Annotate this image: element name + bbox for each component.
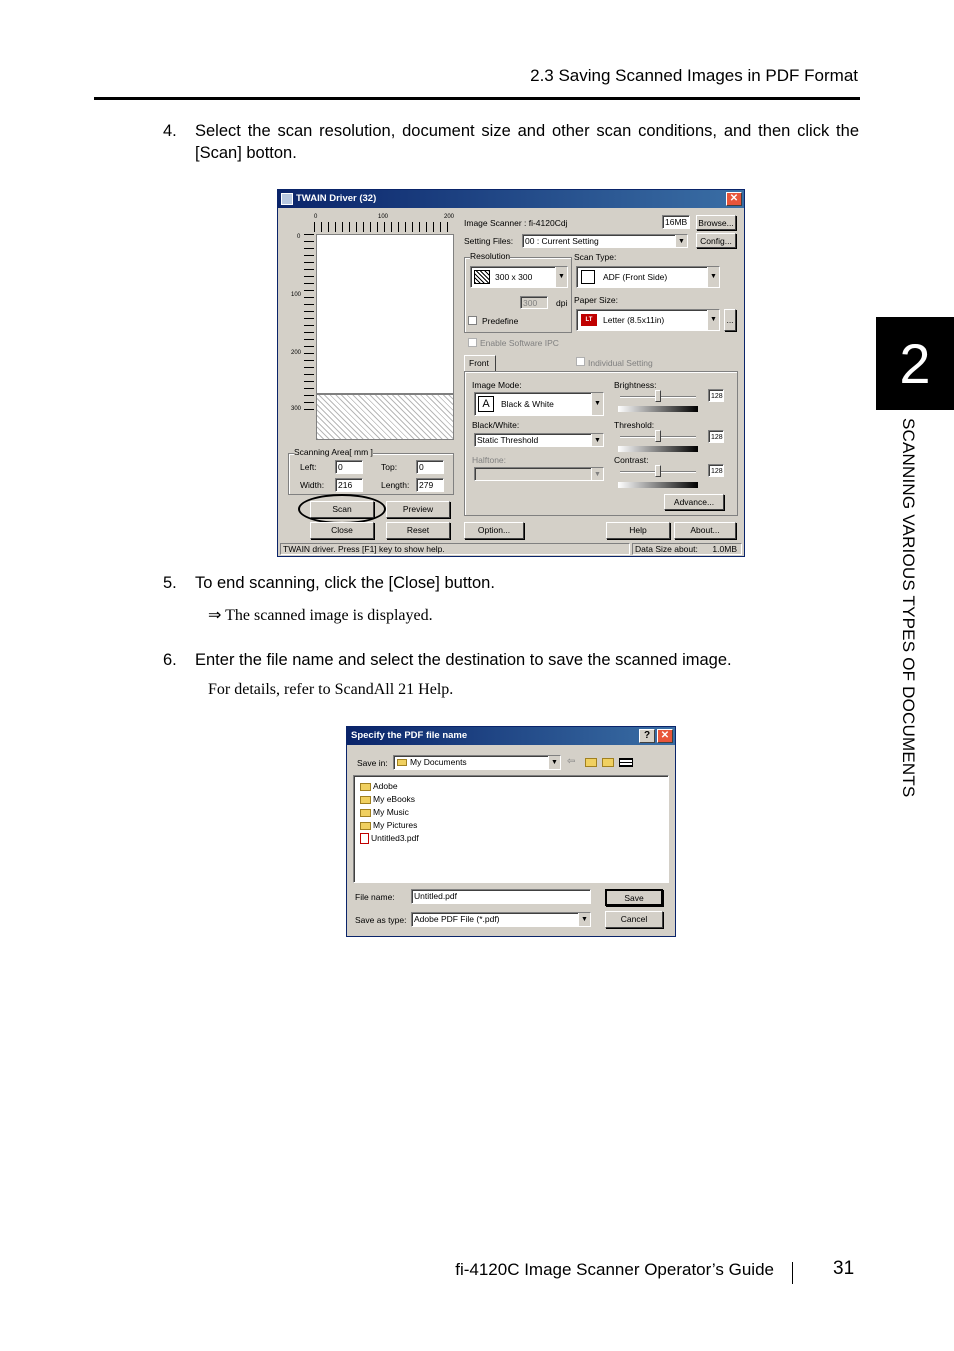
- individual-checkbox[interactable]: [576, 357, 585, 366]
- chevron-down-icon[interactable]: ▼: [578, 913, 590, 926]
- step-text: Enter the file name and select the destination to save the scanned image.: [195, 651, 732, 669]
- chevron-down-icon[interactable]: ▼: [707, 267, 719, 287]
- new-folder-icon[interactable]: [602, 758, 614, 767]
- ruler-top-100: 100: [378, 214, 389, 220]
- ruler-left-300: 300: [291, 406, 302, 412]
- close-button[interactable]: Close: [310, 522, 374, 539]
- save-button[interactable]: Save: [605, 889, 663, 906]
- list-item[interactable]: My eBooks: [360, 793, 415, 805]
- twain-dialog: [277, 189, 745, 557]
- left-field[interactable]: 0: [335, 460, 363, 474]
- resolution-value: 300 x 300: [495, 272, 533, 282]
- halftone-label: Halftone:: [472, 455, 507, 465]
- footer-separator: [792, 1262, 793, 1284]
- browse-button[interactable]: Browse...: [696, 215, 736, 230]
- preview-button[interactable]: Preview: [386, 501, 450, 518]
- width-field[interactable]: 216: [335, 478, 363, 492]
- bw-value: Static Threshold: [477, 435, 539, 445]
- image-mode-select[interactable]: [474, 392, 604, 416]
- save-in-label: Save in:: [357, 758, 388, 768]
- option-button[interactable]: Option...: [464, 522, 524, 539]
- width-label: Width:: [300, 480, 325, 490]
- ruler-top-ticks: [314, 222, 454, 232]
- list-item[interactable]: My Pictures: [360, 819, 417, 831]
- preview-hatched-area: [316, 394, 454, 440]
- folder-icon: [360, 783, 371, 791]
- folder-icon: [360, 796, 371, 804]
- step-number: 5.: [163, 574, 177, 592]
- twain-title: TWAIN Driver (32): [296, 193, 377, 204]
- tab-front[interactable]: [464, 355, 496, 371]
- status-size-label: Data Size about:: [635, 544, 698, 554]
- brightness-label: Brightness:: [614, 380, 657, 390]
- ruler-left-100: 100: [291, 292, 302, 298]
- close-icon[interactable]: ✕: [657, 729, 673, 743]
- reset-button[interactable]: Reset: [386, 522, 450, 539]
- paper-size-more-button[interactable]: ...: [724, 309, 736, 331]
- status-data-size: [632, 543, 742, 555]
- scan-type-select[interactable]: [576, 266, 720, 288]
- scanning-area-label: Scanning Area[ mm ]: [294, 447, 373, 457]
- contrast-label: Contrast:: [614, 455, 649, 465]
- bw-mode-icon: A: [478, 396, 494, 412]
- image-scanner-label: Image Scanner : fi-4120Cdj: [464, 218, 568, 228]
- scanner-icon: [281, 193, 293, 205]
- help-icon[interactable]: ?: [639, 729, 655, 743]
- chevron-down-icon[interactable]: ▼: [591, 393, 603, 415]
- threshold-value[interactable]: 128: [708, 430, 724, 443]
- threshold-gradient: [618, 446, 698, 452]
- folder-icon: [360, 822, 371, 830]
- file-name-label: File name:: [355, 892, 395, 902]
- setting-files-label: Setting Files:: [464, 236, 514, 246]
- enable-ipc-label: Enable Software IPC: [480, 338, 559, 348]
- advance-button[interactable]: Advance...: [664, 494, 724, 510]
- pdf-dialog-title: Specify the PDF file name: [351, 730, 468, 741]
- ruler-top-200: 200: [444, 214, 455, 220]
- predefine-checkbox[interactable]: [468, 316, 477, 325]
- dpi-field[interactable]: 300: [520, 296, 548, 309]
- scan-button[interactable]: Scan: [310, 501, 374, 518]
- up-folder-icon[interactable]: [585, 758, 597, 767]
- top-label: Top:: [381, 462, 398, 472]
- step-5: [163, 572, 863, 594]
- image-mode-label: Image Mode:: [472, 380, 522, 390]
- config-button[interactable]: Config...: [696, 233, 736, 248]
- halftone-select[interactable]: [474, 467, 604, 481]
- chapter-number-tab: 2: [876, 317, 954, 410]
- folder-icon: [360, 809, 371, 817]
- footer-guide-title: fi-4120C Image Scanner Operator’s Guide: [455, 1260, 774, 1279]
- setting-files-value: 00 : Current Setting: [525, 236, 599, 246]
- pdf-file-icon: [360, 833, 369, 844]
- length-label: Length:: [381, 480, 410, 490]
- close-icon[interactable]: ✕: [726, 192, 742, 206]
- letter-icon: LT: [581, 314, 597, 326]
- list-item[interactable]: Adobe: [360, 780, 398, 792]
- contrast-gradient: [618, 482, 698, 488]
- list-item[interactable]: My Music: [360, 806, 409, 818]
- save-as-type-value: Adobe PDF File (*.pdf): [414, 914, 500, 924]
- threshold-slider-thumb[interactable]: [655, 430, 661, 442]
- chevron-down-icon[interactable]: ▼: [675, 235, 687, 247]
- contrast-slider-thumb[interactable]: [655, 465, 661, 477]
- step-6: [163, 649, 863, 671]
- status-size-value: 1.0MB: [712, 544, 737, 554]
- back-arrow-icon[interactable]: ⇦: [567, 756, 576, 767]
- paper-size-label: Paper Size:: [574, 295, 618, 305]
- step-number: 6.: [163, 651, 177, 669]
- chapter-title-vertical: SCANNING VARIOUS TYPES OF DOCUMENTS: [899, 418, 918, 798]
- ruler-left-ticks: [304, 234, 314, 414]
- save-as-type-select[interactable]: [411, 912, 591, 927]
- top-field[interactable]: 0: [416, 460, 444, 474]
- header-rule: [94, 97, 860, 100]
- preview-area[interactable]: [316, 234, 454, 394]
- pdf-dialog-titlebar: [347, 727, 675, 745]
- bw-select[interactable]: [474, 433, 604, 447]
- view-menu-icon[interactable]: [619, 758, 633, 767]
- step-number: 4.: [163, 122, 177, 140]
- brightness-slider-thumb[interactable]: [655, 390, 661, 402]
- memory-display: 16MB: [662, 215, 690, 229]
- left-label: Left:: [300, 462, 317, 472]
- page-number: 31: [833, 1258, 855, 1279]
- help-button[interactable]: Help: [606, 522, 670, 539]
- step-5-note: ⇒ The scanned image is displayed.: [208, 607, 433, 624]
- resolution-icon: [474, 270, 490, 284]
- chevron-down-icon[interactable]: ▼: [591, 434, 603, 446]
- step-4: [163, 120, 863, 166]
- adf-icon: [581, 270, 595, 284]
- setting-files-select[interactable]: [522, 234, 688, 248]
- image-mode-value: Black & White: [501, 399, 554, 409]
- save-in-value: My Documents: [410, 757, 467, 767]
- scan-type-value: ADF (Front Side): [603, 272, 668, 282]
- section-header: 2.3 Saving Scanned Images in PDF Format: [530, 66, 858, 85]
- resolution-label: Resolution: [470, 251, 511, 261]
- cancel-button[interactable]: Cancel: [605, 911, 663, 928]
- ruler-left-0: 0: [297, 234, 301, 240]
- folder-icon: [397, 759, 407, 766]
- chevron-down-icon[interactable]: ▼: [591, 468, 603, 480]
- paper-size-value: Letter (8.5x11in): [603, 315, 665, 325]
- ruler-left-200: 200: [291, 350, 302, 356]
- list-item[interactable]: Untitled3.pdf: [360, 832, 419, 844]
- file-name-input[interactable]: Untitled.pdf: [411, 889, 591, 904]
- front-tab-label: Front: [469, 358, 489, 368]
- resolution-select[interactable]: [470, 266, 568, 288]
- length-field[interactable]: 279: [416, 478, 444, 492]
- save-as-type-label: Save as type:: [355, 915, 407, 925]
- file-list[interactable]: [353, 775, 669, 883]
- paper-size-select[interactable]: [576, 309, 720, 331]
- step-6-note: For details, refer to ScandAll 21 Help.: [208, 681, 454, 698]
- brightness-gradient: [618, 406, 698, 412]
- contrast-value[interactable]: 128: [708, 464, 724, 477]
- ruler-top-0: 0: [314, 214, 318, 220]
- status-help-text: TWAIN driver. Press [F1] key to show help.: [280, 543, 630, 555]
- about-button[interactable]: About...: [674, 522, 736, 539]
- scan-type-label: Scan Type:: [574, 252, 617, 262]
- pdf-save-dialog: [346, 726, 676, 937]
- dpi-label: dpi: [556, 298, 568, 308]
- individual-label: Individual Setting: [588, 358, 653, 368]
- bw-label: Black/White:: [472, 420, 520, 430]
- chevron-down-icon[interactable]: ▼: [555, 267, 567, 287]
- threshold-label: Threshold:: [614, 420, 655, 430]
- step-text: To end scanning, click the [Close] button.: [195, 574, 495, 592]
- predefine-label: Predefine: [482, 316, 519, 326]
- twain-titlebar: [278, 190, 744, 208]
- scan-highlight-ellipse: [298, 494, 386, 524]
- brightness-value[interactable]: 128: [708, 389, 724, 402]
- step-text: Select the scan resolution, document size and other scan conditions, and then click the [Scan] botton.: [195, 122, 859, 162]
- enable-ipc-checkbox[interactable]: [468, 338, 477, 347]
- save-in-select[interactable]: [393, 755, 561, 770]
- chevron-down-icon[interactable]: ▼: [548, 756, 560, 769]
- chevron-down-icon[interactable]: ▼: [707, 310, 719, 330]
